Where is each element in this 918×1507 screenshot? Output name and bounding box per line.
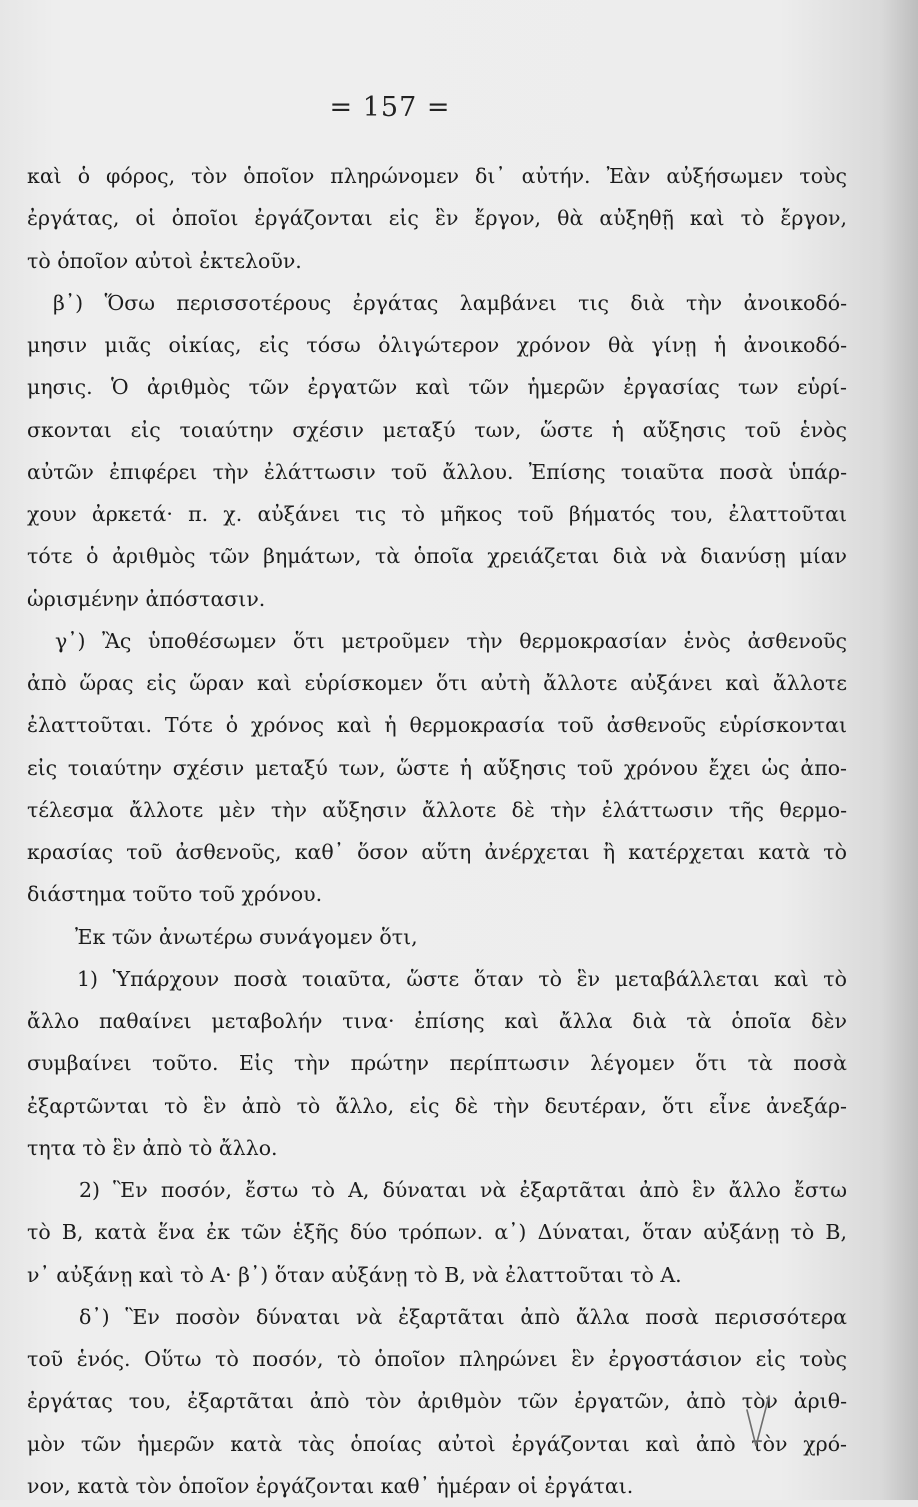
text-line: Ἐκ τῶν ἀνωτέρω συνάγομεν ὅτι, (75, 924, 418, 949)
text-line: τὸ ὁποῖον αὐτοὶ ἐκτελοῦν. (27, 248, 302, 273)
text-line: διάστημα τοῦτο τοῦ χρόνου. (27, 882, 323, 907)
text-line: μὸν τῶν ἡμερῶν κατὰ τὰς ὁποίας αὐτοὶ ἐργάζονται καὶ ἀπὸ τὸν χρό- (27, 1431, 847, 1456)
text-line: κρασίας τοῦ ἀσθενοῦς, καθ᾽ ὅσον αὕτη ἀνέρχεται ἢ κατέρχεται κατὰ τὸ (27, 840, 847, 864)
text-line: τὸ Β, κατὰ ἕνα ἐκ τῶν ἑξῆς δύο τρόπων. α᾽) Δύναται, ὅταν αὐξάνῃ τὸ Β, (27, 1220, 847, 1245)
text-line: ἐξαρτῶνται τὸ ἓν ἀπὸ τὸ ἄλλο, εἰς δὲ τὴν δευτέραν, ὅτι εἶνε ἀνεξάρ- (27, 1093, 847, 1118)
text-line: τητα τὸ ἓν ἀπὸ τὸ ἄλλο. (27, 1135, 278, 1160)
body-text (27, 155, 847, 1507)
text-line: 1) Ὑπάρχουν ποσὰ τοιαῦτα, ὥστε ὅταν τὸ ἓν μεταβάλλεται καὶ τὸ (77, 966, 847, 991)
text-line: ἐλαττοῦται. Τότε ὁ χρόνος καὶ ἡ θερμοκρασία τοῦ ἀσθενοῦς εὑρίσκονται (27, 713, 847, 738)
text-line: τότε ὁ ἀριθμὸς τῶν βημάτων, τὰ ὁποῖα χρειάζεται διὰ νὰ διανύσῃ μίαν (27, 544, 847, 569)
text-line: δ᾽) Ἓν ποσὸν δύναται νὰ ἐξαρτᾶται ἀπὸ ἄλλα ποσὰ περισσότερα (79, 1304, 847, 1329)
text-line: ἐργάτας, οἱ ὁποῖοι ἐργάζονται εἰς ἓν ἔργον, θὰ αὐξηθῇ καὶ τὸ ἔργον, (27, 206, 847, 231)
text-line: ἐργάτας του, ἐξαρτᾶται ἀπὸ τὸν ἀριθμὸν τῶν ἐργατῶν, ἀπὸ τὸν ἀριθ- (27, 1389, 847, 1414)
text-line: αὐτῶν ἐπιφέρει τὴν ἐλάττωσιν τοῦ ἄλλου. Ἐπίσης τοιαῦτα ποσὰ ὑπάρ- (27, 459, 847, 484)
text-line: 2) Ἓν ποσόν, ἔστω τὸ Α, δύναται νὰ ἐξαρτᾶται ἀπὸ ἓν ἄλλο ἔστω (79, 1178, 847, 1202)
text-line: ἄλλο παθαίνει μεταβολήν τινα· ἐπίσης καὶ ἄλλα διὰ τὰ ὁποῖα δὲν (27, 1009, 847, 1033)
page-number: = 157 = (329, 92, 451, 123)
text-line: ν᾽ αὐξάνῃ καὶ τὸ Α· β᾽) ὅταν αὐξάνῃ τὸ Β, νὰ ἐλαττοῦται τὸ Α. (27, 1262, 682, 1287)
text-line: χουν ἀρκετά· π. χ. αὐξάνει τις τὸ μῆκος τοῦ βήματός του, ἐλαττοῦται (27, 502, 847, 526)
text-line: τέλεσμα ἄλλοτε μὲν τὴν αὔξησιν ἄλλοτε δὲ τὴν ἐλάττωσιν τῆς θερμο- (27, 797, 847, 822)
text-line: μησις. Ὁ ἀριθμὸς τῶν ἐργατῶν καὶ τῶν ἡμερῶν ἐργασίας των εὑρί- (27, 375, 847, 400)
pencil-mark (743, 1392, 773, 1452)
text-line: καὶ ὁ φόρος, τὸν ὁποῖον πληρώνομεν δι᾽ αὐτήν. Ἐὰν αὐξήσωμεν τοὺς (27, 164, 847, 188)
text-line: ἀπὸ ὥρας εἰς ὥραν καὶ εὑρίσκομεν ὅτι αὐτὴ ἄλλοτε αὐξάνει καὶ ἄλλοτε (27, 671, 847, 695)
text-line: ὡρισμένην ἀπόστασιν. (27, 586, 266, 611)
text-line: γ᾽) Ἂς ὑποθέσωμεν ὅτι μετροῦμεν τὴν θερμοκρασίαν ἑνὸς ἀσθενοῦς (55, 628, 847, 653)
text-line: σκονται εἰς τοιαύτην σχέσιν μεταξύ των, ὥστε ἡ αὔξησις τοῦ ἑνὸς (27, 417, 847, 442)
text-line: τοῦ ἑνός. Οὕτω τὸ ποσόν, τὸ ὁποῖον πληρώνει ἓν ἐργοστάσιον εἰς τοὺς (27, 1347, 847, 1371)
text-line: β᾽) Ὅσω περισσοτέρους ἐργάτας λαμβάνει τις διὰ τὴν ἀνοικοδό- (53, 290, 847, 315)
text-line: νον, κατὰ τὸν ὁποῖον ἐργάζονται καθ᾽ ἡμέραν οἱ ἐργάται. (27, 1473, 634, 1498)
text-line: συμβαίνει τοῦτο. Εἰς τὴν πρώτην περίπτωσιν λέγομεν ὅτι τὰ ποσὰ (27, 1051, 847, 1076)
text-line: εἰς τοιαύτην σχέσιν μεταξύ των, ὥστε ἡ αὔξησις τοῦ χρόνου ἔχει ὡς ἀπο- (27, 755, 847, 780)
text-line: μησιν μιᾶς οἰκίας, εἰς τόσω ὀλιγώτερον χρόνον θὰ γίνῃ ἡ ἀνοικοδό- (27, 333, 847, 357)
